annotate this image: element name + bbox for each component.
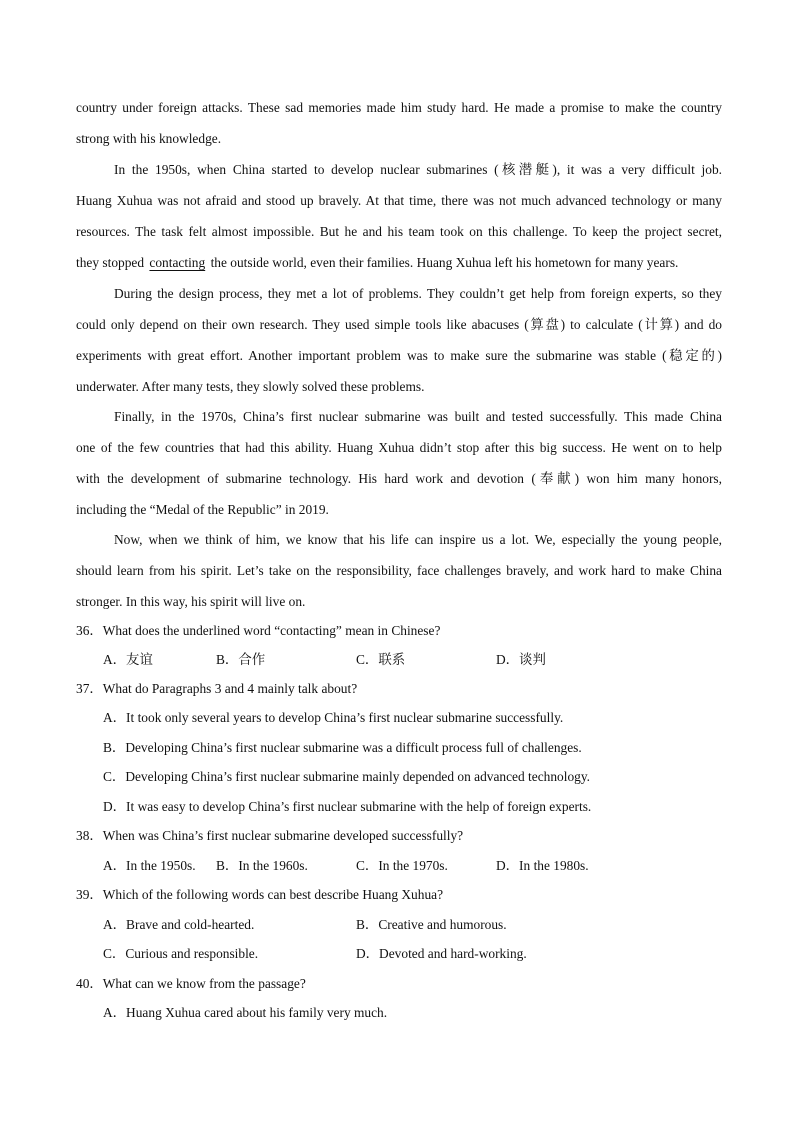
underlined-word: contacting xyxy=(149,255,206,270)
question-39-option-a: A．Brave and cold-hearted. xyxy=(103,917,255,932)
text-span: the outside world, even their families. Huang Xuhua left his hometown for many years. xyxy=(210,255,679,270)
question-40-option-a: A．Huang Xuhua cared about his family very much. xyxy=(103,1005,388,1020)
text-line: resources. The task felt almost impossible. But he and his team took on this challenge. To keep the project secret, xyxy=(76,224,722,239)
question-38-option-d: D．In the 1980s. xyxy=(496,858,589,873)
passage-paragraph-1 xyxy=(76,92,722,154)
question-36-option-a: A．友谊 xyxy=(103,652,153,667)
text-line: stronger. In this way, his spirit will live on. xyxy=(76,594,306,609)
text-line: Finally, in the 1970s, China’s first nuclear submarine was built and tested successfully. This made China xyxy=(114,409,722,424)
question-37-option-c: C．Developing China’s first nuclear submarine mainly depended on advanced technology. xyxy=(103,769,591,784)
text-line: strong with his knowledge. xyxy=(76,131,222,146)
text-line: one of the few countries that had this ability. Huang Xuhua didn’t stop after this big success. He went on to help xyxy=(76,440,722,455)
passage-paragraph-4 xyxy=(76,401,722,525)
question-38-option-c: C．In the 1970s. xyxy=(356,858,448,873)
question-40-stem: 40．What can we know from the passage? xyxy=(76,976,306,991)
question-39-option-b: B．Creative and humorous. xyxy=(356,917,507,932)
passage-paragraph-2 xyxy=(76,154,722,278)
text-line: Now, when we think of him, we know that his life can inspire us a lot. We, especially the young people, xyxy=(114,532,722,547)
question-37-stem: 37．What do Paragraphs 3 and 4 mainly talk about? xyxy=(76,681,358,696)
question-38-option-a: A．In the 1950s. xyxy=(103,858,196,873)
text-line: could only depend on their own research. They used simple tools like abacuses (算盘) to calculate (计算) and do xyxy=(76,317,722,332)
text-line: During the design process, they met a lot of problems. They couldn’t get help from foreign experts, so they xyxy=(114,286,722,301)
text-span: they stopped xyxy=(76,255,145,270)
question-38-stem: 38．When was China’s first nuclear submarine developed successfully? xyxy=(76,828,464,843)
question-36-option-b: B．合作 xyxy=(216,652,266,667)
question-39-option-d: D．Devoted and hard-working. xyxy=(356,946,527,961)
question-39-option-c: C．Curious and responsible. xyxy=(103,946,259,961)
text-line: country under foreign attacks. These sad memories made him study hard. He made a promise to make the country xyxy=(76,100,722,115)
text-line: Huang Xuhua was not afraid and stood up bravely. At that time, there was not much advanced technology or many xyxy=(76,193,722,208)
question-36-option-c: C．联系 xyxy=(356,652,406,667)
text-line: with the development of submarine technology. His hard work and devotion (奉献) won him many honors, xyxy=(76,471,722,486)
question-37-option-b: B．Developing China’s first nuclear submarine was a difficult process full of challenges. xyxy=(103,740,582,755)
question-36-option-d: D．谈判 xyxy=(496,652,546,667)
text-line: should learn from his spirit. Let’s take on the responsibility, face challenges bravely, and work hard to make China xyxy=(76,563,722,578)
text-line: In the 1950s, when China started to develop nuclear submarines (核潜艇), it was a very difficult job. xyxy=(114,162,722,177)
question-38-option-b: B．In the 1960s. xyxy=(216,858,308,873)
text-line: underwater. After many tests, they slowly solved these problems. xyxy=(76,379,425,394)
text-line: experiments with great effort. Another important problem was to make sure the submarine was stable (稳定的) xyxy=(76,348,722,363)
text-line: including the “Medal of the Republic” in 2019. xyxy=(76,502,329,517)
question-37-option-a: A．It took only several years to develop China’s first nuclear submarine successfully. xyxy=(103,710,564,725)
passage-paragraph-3 xyxy=(76,278,722,402)
question-36-stem: 36．What does the underlined word “contacting” mean in Chinese? xyxy=(76,623,441,638)
question-37-option-d: D．It was easy to develop China’s first nuclear submarine with the help of foreign experts. xyxy=(103,799,592,814)
passage-paragraph-5 xyxy=(76,524,722,617)
text-line xyxy=(76,247,722,278)
question-39-stem: 39．Which of the following words can best describe Huang Xuhua? xyxy=(76,887,444,902)
